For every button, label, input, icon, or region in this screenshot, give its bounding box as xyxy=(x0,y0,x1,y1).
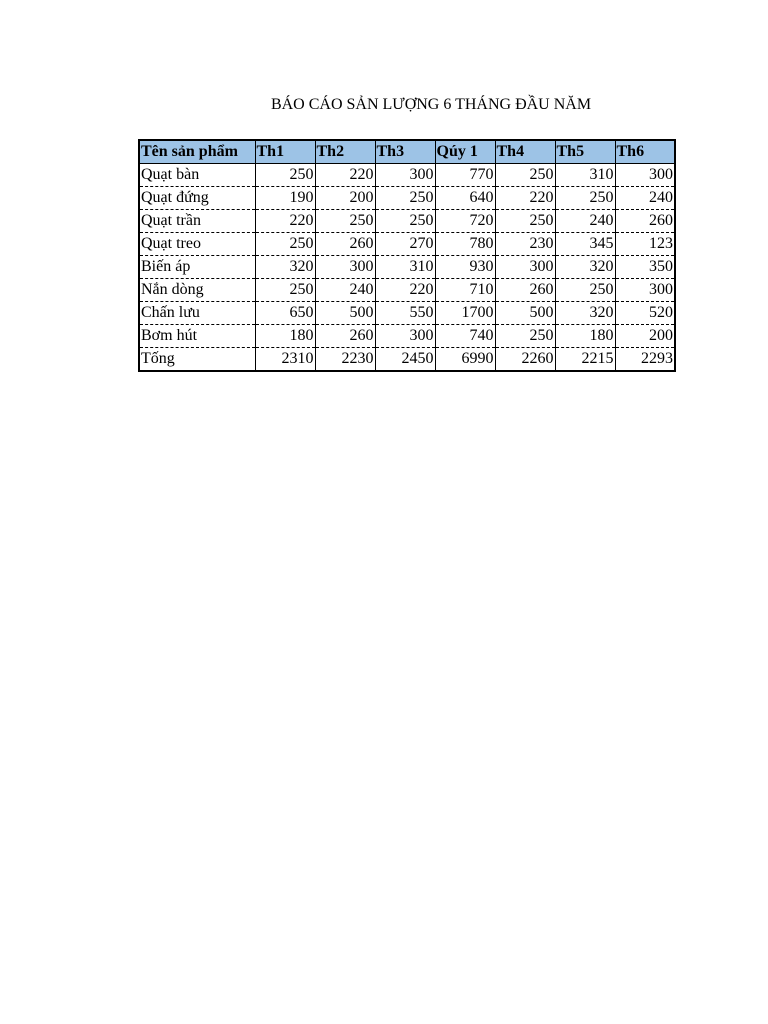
value-cell: 740 xyxy=(435,325,495,348)
total-value-cell: 6990 xyxy=(435,348,495,372)
value-cell: 520 xyxy=(615,302,675,325)
value-cell: 300 xyxy=(615,164,675,187)
value-cell: 500 xyxy=(315,302,375,325)
total-value-cell: 2293 xyxy=(615,348,675,372)
column-header-th5: Th5 xyxy=(555,140,615,164)
value-cell: 320 xyxy=(555,256,615,279)
total-value-cell: 2310 xyxy=(255,348,315,372)
value-cell: 240 xyxy=(615,187,675,210)
total-value-cell: 2450 xyxy=(375,348,435,372)
table-row xyxy=(139,233,675,256)
column-header-th1: Th1 xyxy=(255,140,315,164)
value-cell: 300 xyxy=(495,256,555,279)
value-cell: 250 xyxy=(495,164,555,187)
value-cell: 345 xyxy=(555,233,615,256)
value-cell: 250 xyxy=(255,233,315,256)
value-cell: 310 xyxy=(555,164,615,187)
column-header-th2: Th2 xyxy=(315,140,375,164)
total-value-cell: 2260 xyxy=(495,348,555,372)
product-name-cell: Bơm hút xyxy=(139,325,255,348)
value-cell: 300 xyxy=(375,325,435,348)
product-name-cell: Quạt trần xyxy=(139,210,255,233)
value-cell: 1700 xyxy=(435,302,495,325)
table-row xyxy=(139,187,675,210)
table-row xyxy=(139,302,675,325)
total-value-cell: 2230 xyxy=(315,348,375,372)
product-name-cell: Chấn lưu xyxy=(139,302,255,325)
value-cell: 250 xyxy=(375,210,435,233)
table-row xyxy=(139,279,675,302)
value-cell: 240 xyxy=(555,210,615,233)
value-cell: 200 xyxy=(615,325,675,348)
column-header-th4: Th4 xyxy=(495,140,555,164)
value-cell: 200 xyxy=(315,187,375,210)
product-name-cell: Quạt treo xyxy=(139,233,255,256)
value-cell: 250 xyxy=(255,164,315,187)
value-cell: 250 xyxy=(555,279,615,302)
table-row xyxy=(139,210,675,233)
production-report-table xyxy=(138,139,676,372)
value-cell: 260 xyxy=(495,279,555,302)
value-cell: 310 xyxy=(375,256,435,279)
table-row xyxy=(139,164,675,187)
value-cell: 260 xyxy=(615,210,675,233)
product-name-cell: Biến áp xyxy=(139,256,255,279)
value-cell: 720 xyxy=(435,210,495,233)
total-row xyxy=(139,348,675,372)
total-label-cell: Tống xyxy=(139,348,255,372)
product-name-cell: Quạt đứng xyxy=(139,187,255,210)
value-cell: 190 xyxy=(255,187,315,210)
value-cell: 250 xyxy=(255,279,315,302)
value-cell: 230 xyxy=(495,233,555,256)
value-cell: 220 xyxy=(375,279,435,302)
value-cell: 550 xyxy=(375,302,435,325)
value-cell: 250 xyxy=(375,187,435,210)
value-cell: 640 xyxy=(435,187,495,210)
value-cell: 123 xyxy=(615,233,675,256)
column-header-th3: Th3 xyxy=(375,140,435,164)
column-header-quy1: Qúy 1 xyxy=(435,140,495,164)
table-header-row xyxy=(139,140,675,164)
report-title: BÁO CÁO SẢN LƯỢNG 6 THÁNG ĐẦU NĂM xyxy=(270,96,592,113)
value-cell: 300 xyxy=(315,256,375,279)
value-cell: 180 xyxy=(555,325,615,348)
column-header-product-name: Tên sản phẩm xyxy=(139,140,255,164)
value-cell: 770 xyxy=(435,164,495,187)
value-cell: 180 xyxy=(255,325,315,348)
value-cell: 300 xyxy=(375,164,435,187)
value-cell: 500 xyxy=(495,302,555,325)
value-cell: 650 xyxy=(255,302,315,325)
value-cell: 250 xyxy=(495,210,555,233)
value-cell: 250 xyxy=(495,325,555,348)
value-cell: 320 xyxy=(555,302,615,325)
value-cell: 270 xyxy=(375,233,435,256)
value-cell: 350 xyxy=(615,256,675,279)
value-cell: 220 xyxy=(255,210,315,233)
column-header-th6: Th6 xyxy=(615,140,675,164)
total-value-cell: 2215 xyxy=(555,348,615,372)
value-cell: 220 xyxy=(315,164,375,187)
value-cell: 250 xyxy=(315,210,375,233)
value-cell: 220 xyxy=(495,187,555,210)
table-row xyxy=(139,256,675,279)
value-cell: 260 xyxy=(315,233,375,256)
value-cell: 250 xyxy=(555,187,615,210)
product-name-cell: Nắn dòng xyxy=(139,279,255,302)
table-row xyxy=(139,325,675,348)
value-cell: 780 xyxy=(435,233,495,256)
value-cell: 300 xyxy=(615,279,675,302)
value-cell: 240 xyxy=(315,279,375,302)
product-name-cell: Quạt bàn xyxy=(139,164,255,187)
value-cell: 320 xyxy=(255,256,315,279)
value-cell: 260 xyxy=(315,325,375,348)
value-cell: 710 xyxy=(435,279,495,302)
value-cell: 930 xyxy=(435,256,495,279)
